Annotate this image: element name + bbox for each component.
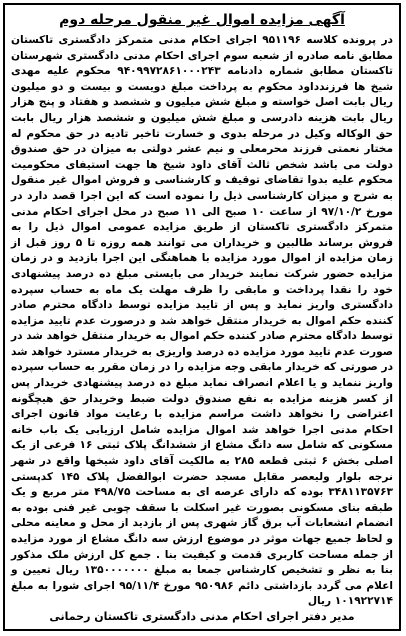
notice-signature: مدیر دفتر اجرای احکام مدنی دادگستری تاکستان رحمانی [49,610,355,623]
notice-body: در پرونده کلاسه ۹۵۱۱۹۶ اجرای احکام مدنی متمرکز دادگستری تاکستان مطابق نامه صادره از شعبه سوم اجرای احکام مدنی دادگستری شهرستان تاکستان مطابق شماره دادنامه ۹۴۰۹۹۷۲۸۶۱۰۰۰۲۴۳ محکوم علیه مهدی شیخ ها فرزندداود محکوم به پرداخت مبلغ دویست و بیست و دو میلیون ریال بابت اصل خواسته و مبلغ شش میلیون و ششصد و هفتاد و پنج هزار ریال بابت هزینه دادرسی و مبلغ شش میلیون و ششصد هزار ریال بابت حق الوکاله وکیل در مرحله بدوی و خسارت تاخیر تادیه در حق محکوم له مختار نعمتی فرزند محرمعلی و نیم عشر دولتی به میزان در حق صندوق دولت می باشد شخص ثالث آقای داود شیخ ها جهت استیفای محکومیت محکوم علیه بدوا تقاضای توقیف و کارشناسی و فروش اموال غیر منقول به شرح و میزان کارشناسی ذیل را نموده است که این اجرا قصد دارد در مورخ ۹۷/۱۰/۲ از ساعت ۱۰ صبح الی ۱۱ صبح در محل اجرای احکام مدنی متمرکز دادگستری تاکستان از طریق مزایده عمومی اموال ذیل را به فروش برساند طالبین و خریداران می توانند همه روزه تا ۵ روز قبل از زمان مزایده از اموال مورد مزایده با هماهنگی این اجرا بازدید و در زمان مزایده حضور شرکت نمایند خریدار می بایستی مبلغ ده درصد پیشنهادی خود را نقدا پرداخت و مابقی را ظرف مهلت یک ماه به حساب سپرده دادگستری واریز نماید و پس از تایید مزایده توسط دادگاه محترم صادر کننده حکم اموال به خریدار منتقل خواهد شد و درصورت عدم تایید مزایده توسط دادگاه محترم صادر کننده حکم اموال به خریدار منتقل خواهد شد در صورت عدم تایید مورد مزایده ده درصد واریزی به خریدار مسترد خواهد شد در صورتی که خریدار مابقی وجه مزایده را در زمان مقرر به حساب سپرده واریز ننماید و یا اعلام انصراف نماید مبلغ ده درصد پیشنهادی خریدار پس از کسر هزینه مزایده به نفع صندوق دولت ضبط وخریدار حق هیچگونه اعتراضی را نخواهد داشت مراسم مزایده با رعایت مواد قانون اجرای احکام مدنی اجرا خواهد شد اموال مزایده شامل ارزیابی یک باب خانه مسکونی که شامل سه دانگ مشاع از ششدانگ پلاک ثبتی ۱۶ فرعی از یک اصلی بخش ۶ ثبتی قطعه ۲۸۵ به مالکیت آقای داود شیخها واقع در شهر نرجه بلوار ولیعصر مقابل مسجد حضرت ابوالفضل پلاک ۱۴۵ کدپستی ۳۴۸۱۱۳۵۷۶۳ بوده که دارای عرصه ای به مساحت ۴۹۸/۷۵ متر مربع و یک طبقه بنای مسکونی بصورت غیر اسکلت با سقف چوبی غیر فنی بوده به انضمام انشعابات آب برق گاز شهری پس از بازدید از محل و معاینه محلی و لحاظ جمیع جهات موثر در موضوع ارزش سه دانگ مشاع از مورد مزایده از جمله مساحت کاربری قدمت و کیفیت بنا . جمع کل ارزش ملک مذکور بنا به نظر و تشخیص کارشناس جمعا به مبلغ ۱۳۵۰۰۰۰۰۰۰ ریال تعیین و اعلام می گردد بازداشتی دائم ۹۵۰۹۸۶ مورخ ۹۵/۱۱/۴ اجرای شورا به مبلغ ۱۰۱۹۲۲۷۱۴ ریال [11,34,394,608]
notice-title: آگهی مزایده اموال غیر منقول مرحله دوم [59,12,345,28]
notice-page [3,3,401,631]
